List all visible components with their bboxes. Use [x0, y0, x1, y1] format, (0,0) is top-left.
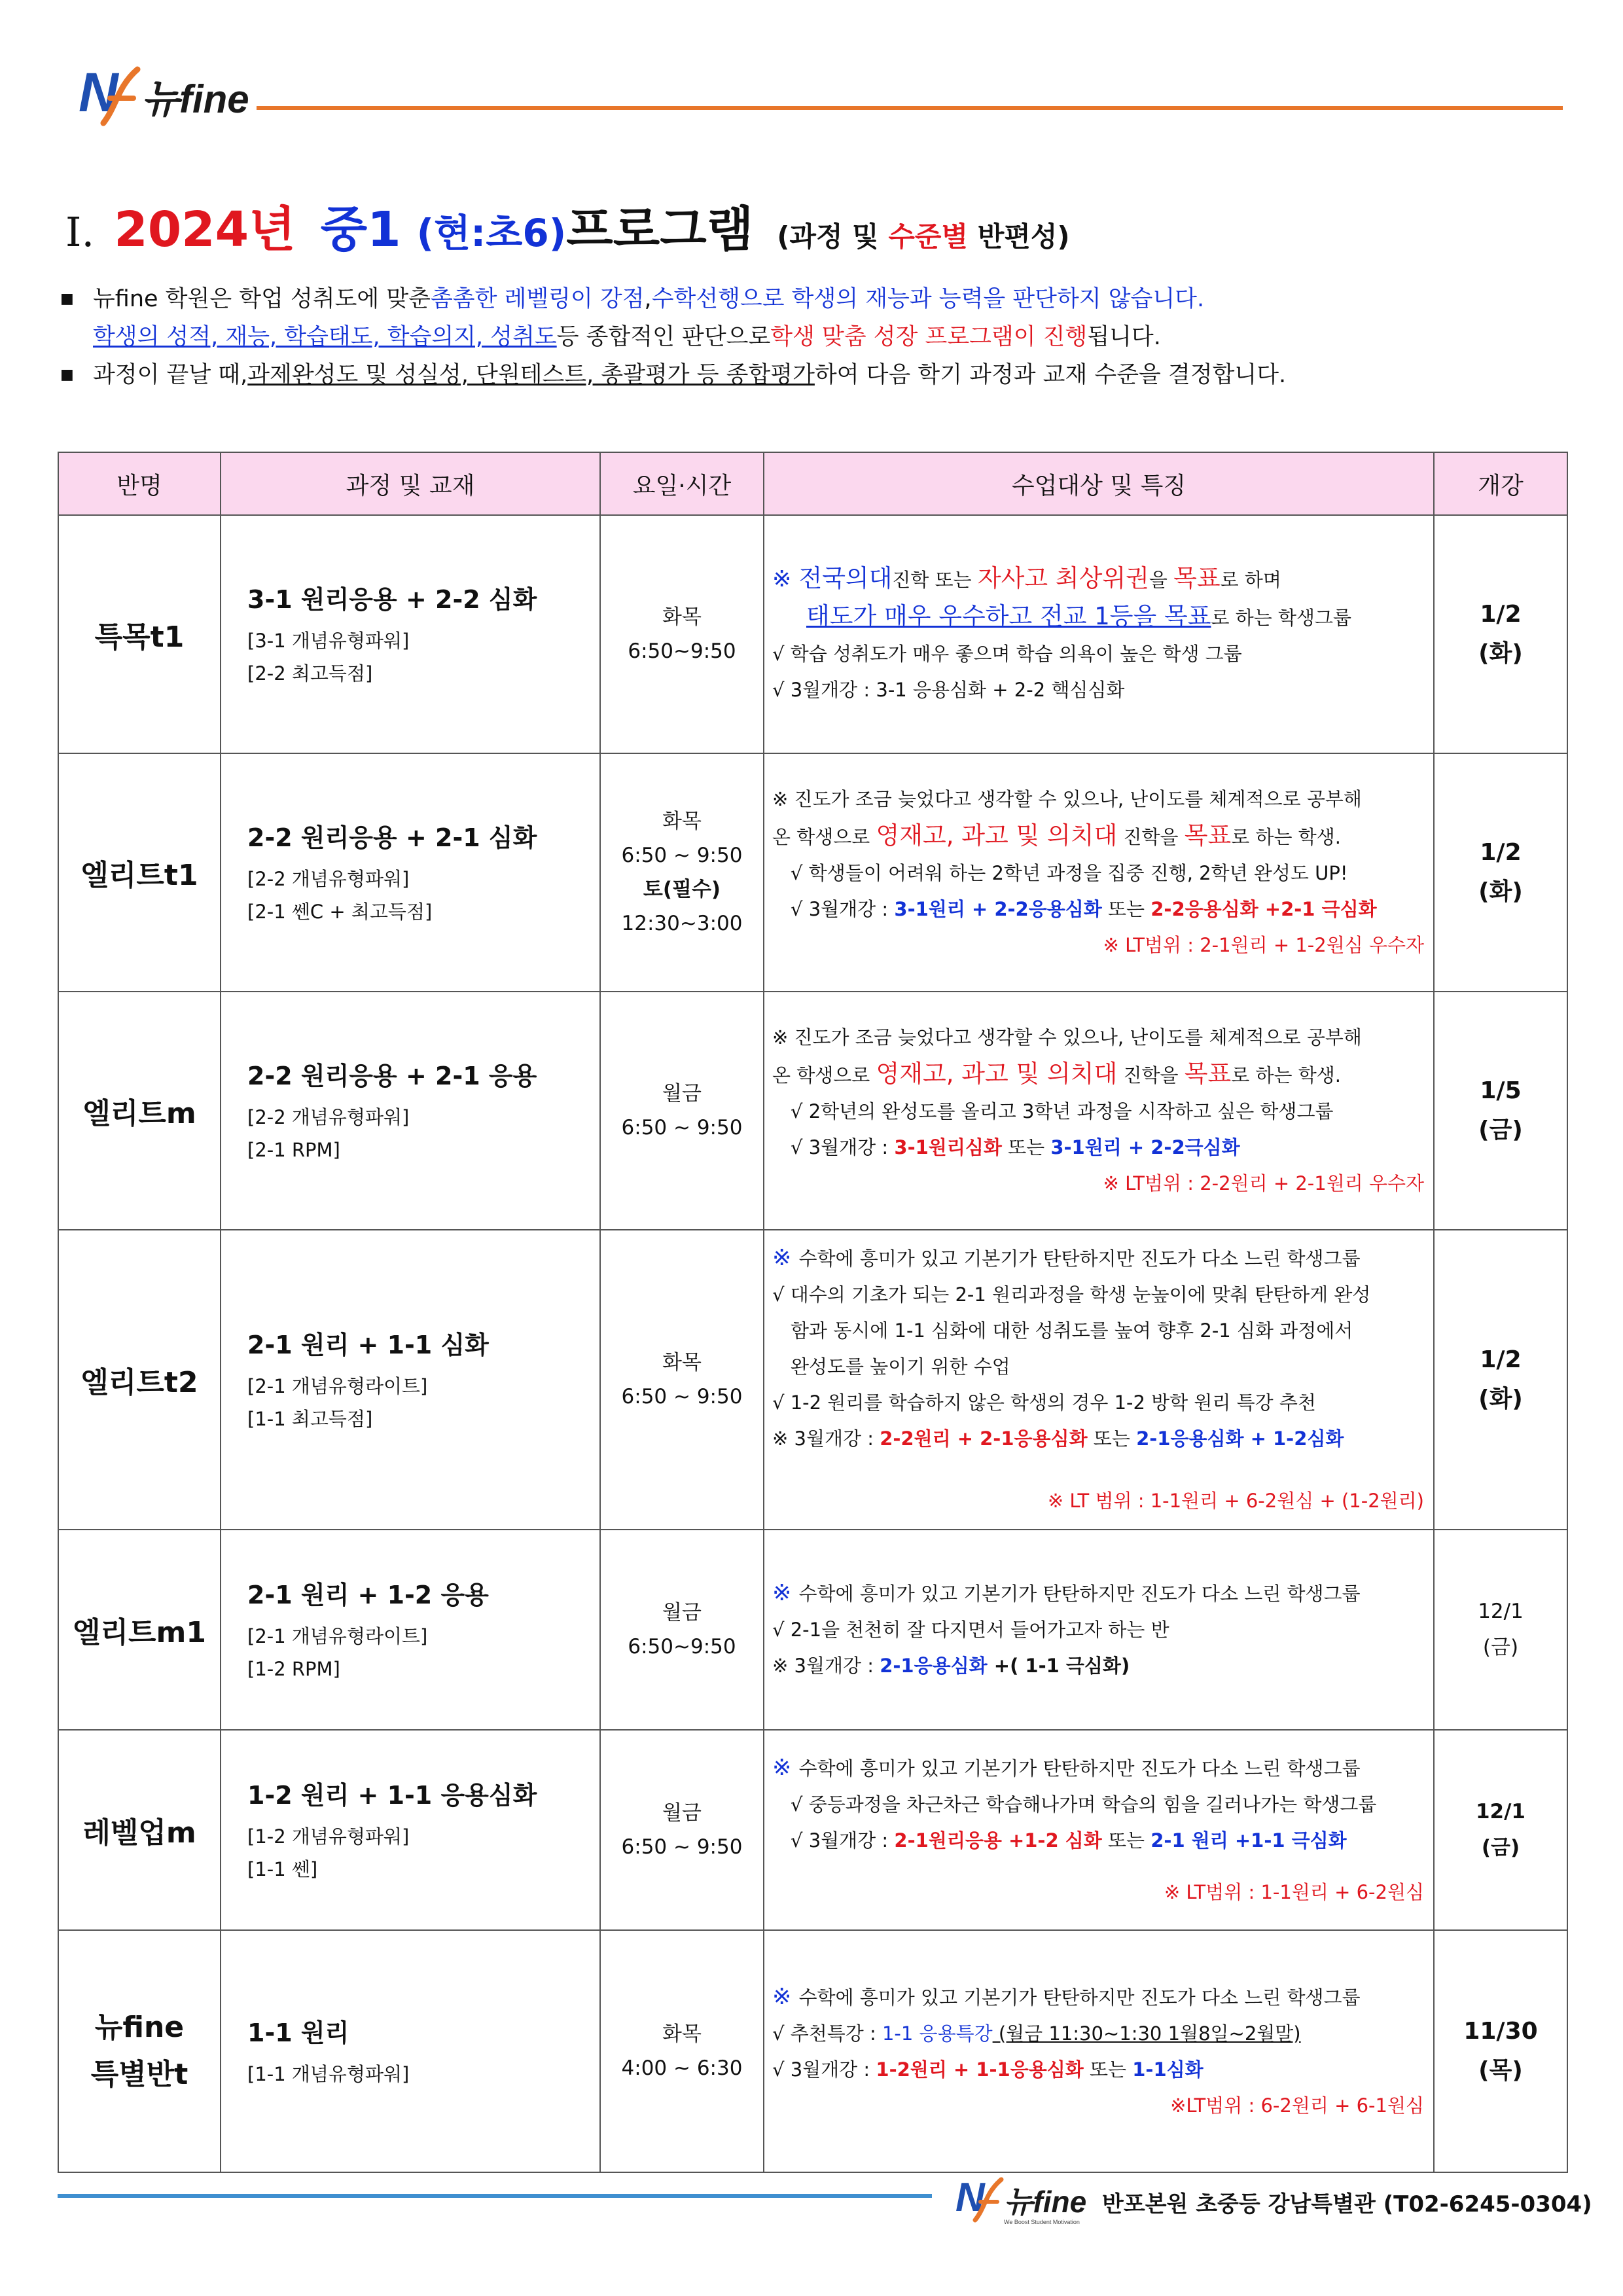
desc-line: √ 3월개강 : 2-1원리응용 +1-2 심화 또는 2-1 원리 +1-1 극심화	[791, 1829, 1347, 1852]
textbook: [1-2 RPM]	[247, 1657, 340, 1680]
class-name: 엘리트t2	[58, 1230, 221, 1530]
title-subtitle: (과정 및 수준별 반편성)	[777, 221, 1070, 253]
textbook: [2-1 개념유형라이트]	[247, 1624, 428, 1647]
start-date-cell: 12/1 (금)	[1434, 1730, 1567, 1930]
square-bullet-icon: ■	[60, 367, 74, 383]
desc-line: ※ LT범위 : 1-1원리 + 6-2원심	[1164, 1880, 1424, 1903]
header-course: 과정 및 교재	[221, 452, 600, 515]
desc-line: √ 3월개강 : 3-1 응용심화 + 2-2 핵심심화	[772, 679, 1125, 701]
textbook: [1-1 쎈]	[247, 1857, 318, 1880]
textbook: [2-1 쎈C + 최고득점]	[247, 900, 433, 923]
desc-line: ※ 전국의대진학 또는 자사고 최상위권을 목표로 하며	[772, 564, 1281, 592]
description-cell	[764, 1530, 1434, 1730]
class-name: 엘리트m	[58, 992, 221, 1230]
table-row	[58, 515, 1567, 753]
intro-line-1: ■ 뉴fine 학원은 학업 성취도에 맞춘 촘촘한 레벨링이 강점 , 수학선행으로 학생의 재능과 능력을 판단하지 않습니다.	[60, 280, 1565, 318]
intro-line-3: ■ 과정이 끝날 때, 과제완성도 및 성실성, 단원테스트, 총괄평가 등 종합평가 하여 다음 학기 과정과 교재 수준을 결정합니다.	[60, 356, 1565, 394]
desc-line: ※ 3월개강 : 2-2원리 + 2-1응용심화 또는 2-1응용심화 + 1-2심화	[772, 1427, 1344, 1450]
table-row	[58, 1530, 1567, 1730]
table-row	[58, 1230, 1567, 1530]
schedule-days: 월금	[662, 1082, 702, 1105]
table-row	[58, 753, 1567, 992]
title-current: (현:초6)	[416, 211, 567, 255]
desc-line: ※ 수학에 흥미가 있고 기본기가 탄탄하지만 진도가 다소 느린 학생그룹	[772, 1983, 1361, 2010]
desc-line: √ 3월개강 : 1-2원리 + 1-1응용심화 또는 1-1심화	[772, 2058, 1204, 2081]
schedule-days-extra: 토(필수)	[643, 878, 721, 901]
header-target: 수업대상 및 특징	[764, 452, 1434, 515]
start-date-cell: 1/2 (화)	[1434, 515, 1567, 753]
desc-line: ※ 수학에 흥미가 있고 기본기가 탄탄하지만 진도가 다소 느린 학생그룹	[772, 1580, 1361, 1606]
intro-notes	[60, 280, 1565, 394]
schedule-hours: 6:50 ~ 9:50	[621, 1385, 743, 1408]
table-row	[58, 1730, 1567, 1930]
description-cell	[764, 1930, 1434, 2172]
course-title: 2-1 원리 + 1-2 응용	[247, 1580, 489, 1609]
class-name: 레벨업m	[58, 1730, 221, 1930]
desc-line: √ 학습 성취도가 매우 좋으며 학습 의욕이 높은 학생 그룹	[772, 643, 1242, 665]
title-year: 2024년	[114, 202, 296, 258]
schedule-cell	[600, 1730, 764, 1930]
textbook: [1-1 개념유형파워]	[247, 2062, 410, 2085]
header-class-name: 반명	[58, 452, 221, 515]
desc-line: ※LT범위 : 6-2원리 + 6-1원심	[1170, 2094, 1424, 2117]
desc-line: √ 3월개강 : 3-1원리 + 2-2응용심화 또는 2-2응용심화 +2-1 극심화	[791, 898, 1377, 920]
description-cell	[764, 753, 1434, 992]
brand-logo	[77, 60, 254, 132]
desc-line: ※ 수학에 흥미가 있고 기본기가 탄탄하지만 진도가 다소 느린 학생그룹	[772, 1245, 1361, 1271]
square-bullet-icon: ■	[60, 291, 74, 307]
schedule-days: 화목	[662, 810, 702, 833]
course-cell	[221, 1530, 600, 1730]
course-cell	[221, 1930, 600, 2172]
textbook: [2-2 최고득점]	[247, 662, 373, 685]
header-divider	[257, 106, 1563, 110]
start-date-cell: 1/2 (화)	[1434, 753, 1567, 992]
course-cell	[221, 1730, 600, 1930]
description-cell	[764, 1230, 1434, 1530]
header-start-date: 개강	[1434, 452, 1567, 515]
table-row	[58, 1930, 1567, 2172]
textbook: [2-2 개념유형파워]	[247, 1105, 410, 1128]
desc-line: ※ 진도가 조금 늦었다고 생각할 수 있으나, 난이도를 체계적으로 공부해	[772, 788, 1362, 810]
schedule-days: 화목	[662, 605, 702, 629]
title-program: 프로그램	[566, 202, 754, 258]
class-name: 엘리트m1	[58, 1530, 221, 1730]
page-title	[65, 191, 1070, 258]
desc-line: √ 1-2 원리를 학습하지 않은 학생의 경우 1-2 방학 원리 특강 추천	[772, 1391, 1316, 1414]
course-cell	[221, 753, 600, 992]
svg-text:N: N	[955, 2175, 985, 2220]
spacer	[772, 1457, 1424, 1483]
schedule-hours: 6:50 ~ 9:50	[621, 1116, 743, 1139]
desc-line: √ 추천특강 : 1-1 응용특강 (월금 11:30~1:30 1월8일~2월말)	[772, 2022, 1301, 2045]
course-title: 2-2 원리응용 + 2-1 심화	[247, 823, 537, 852]
desc-line: ※ 3월개강 : 2-1응용심화 +( 1-1 극심화)	[772, 1655, 1130, 1677]
footer-contact: 반포본원 초중등 강남특별관 (T02-6245-0304)	[1102, 2191, 1592, 2217]
desc-line: 온 학생으로 영재고, 과고 및 의치대 진학을 목표로 하는 학생.	[772, 821, 1341, 850]
schedule-days: 월금	[662, 1801, 702, 1825]
desc-line: ※ 진도가 조금 늦었다고 생각할 수 있으나, 난이도를 체계적으로 공부해	[772, 1026, 1362, 1049]
textbook: [2-1 RPM]	[247, 1138, 340, 1161]
desc-line: ※ LT범위 : 2-1원리 + 1-2원심 우수자	[1103, 934, 1424, 956]
start-date-cell: 1/2 (화)	[1434, 1230, 1567, 1530]
course-cell	[221, 992, 600, 1230]
desc-line: ※ LT 범위 : 1-1원리 + 6-2원심 + (1-2원리)	[1047, 1490, 1424, 1512]
description-cell	[764, 992, 1434, 1230]
desc-line: √ 2학년의 완성도를 올리고 3학년 과정을 시작하고 싶은 학생그룹	[791, 1100, 1334, 1122]
spacer	[772, 1859, 1424, 1874]
course-cell	[221, 515, 600, 753]
table-header-row	[58, 452, 1567, 515]
class-name: 특목t1	[58, 515, 221, 753]
start-date-cell: 12/1 (금)	[1434, 1530, 1567, 1730]
desc-line: 온 학생으로 영재고, 과고 및 의치대 진학을 목표로 하는 학생.	[772, 1060, 1341, 1088]
svg-text:뉴fine: 뉴fine	[141, 77, 249, 121]
start-date-cell: 1/5 (금)	[1434, 992, 1567, 1230]
schedule-cell	[600, 515, 764, 753]
desc-line: √ 대수의 기초가 되는 2-1 원리과정을 학생 눈높이에 맞춰 탄탄하게 완성	[772, 1283, 1371, 1306]
course-title: 1-2 원리 + 1-1 응용심화	[247, 1780, 537, 1810]
course-title: 2-1 원리 + 1-1 심화	[247, 1330, 489, 1359]
header-schedule: 요일·시간	[600, 452, 764, 515]
schedule-hours: 6:50 ~ 9:50	[621, 844, 743, 867]
schedule-days: 월금	[662, 1601, 702, 1624]
intro-line-2: 학생의 성적, 재능, 학습태도, 학습의지, 성취도 등 종합적인 판단으로 학생 맞춤 성장 프로그램이 진행 됩니다.	[93, 324, 1161, 350]
schedule-cell	[600, 1530, 764, 1730]
schedule-hours: 6:50~9:50	[628, 639, 736, 663]
svg-text:뉴fine: 뉴fine	[1004, 2185, 1087, 2219]
textbook: [2-1 개념유형라이트]	[247, 1374, 428, 1397]
desc-line: ※ 수학에 흥미가 있고 기본기가 탄탄하지만 진도가 다소 느린 학생그룹	[772, 1754, 1361, 1781]
textbook: [2-2 개념유형파워]	[247, 867, 410, 890]
course-cell	[221, 1230, 600, 1530]
table-row	[58, 992, 1567, 1230]
schedule-days: 화목	[662, 1351, 702, 1374]
schedule-cell	[600, 753, 764, 992]
schedule-hours: 6:50 ~ 9:50	[621, 1835, 743, 1859]
description-cell	[764, 1730, 1434, 1930]
textbook: [3-1 개념유형파워]	[247, 629, 410, 652]
footer-logo	[955, 2173, 1093, 2227]
svg-text:We Boost Student Motivation: We Boost Student Motivation	[1004, 2219, 1080, 2225]
description-cell	[764, 515, 1434, 753]
class-name: 엘리트t1	[58, 753, 221, 992]
textbook: [1-1 최고득점]	[247, 1407, 373, 1430]
course-title: 2-2 원리응용 + 2-1 응용	[247, 1061, 537, 1090]
desc-line: 함과 동시에 1-1 심화에 대한 성취도를 높여 향후 2-1 심화 과정에서	[791, 1319, 1353, 1342]
desc-line: √ 학생들이 어려워 하는 2학년 과정을 집중 진행, 2학년 완성도 UP!	[791, 862, 1348, 884]
footer-divider	[58, 2194, 932, 2198]
schedule-hours: 6:50~9:50	[628, 1635, 736, 1659]
svg-text:N: N	[79, 62, 118, 123]
desc-line: 태도가 매우 우수하고 전교 1등을 목표로 하는 학생그룹	[806, 602, 1352, 630]
title-grade: 중1	[320, 202, 401, 258]
start-date-cell: 11/30 (목)	[1434, 1930, 1567, 2172]
schedule-cell	[600, 1230, 764, 1530]
schedule-days: 화목	[662, 2022, 702, 2046]
class-name: 뉴fine 특별반t	[58, 1930, 221, 2172]
title-roman: Ⅰ.	[65, 208, 95, 256]
desc-line: 완성도를 높이기 위한 수업	[791, 1355, 1010, 1378]
textbook: [1-2 개념유형파워]	[247, 1825, 410, 1848]
desc-line: √ 중등과정을 차근차근 학습해나가며 학습의 힘을 길러나가는 학생그룹	[791, 1793, 1377, 1816]
desc-line: ※ LT범위 : 2-2원리 + 2-1원리 우수자	[1103, 1172, 1424, 1194]
program-table	[58, 452, 1568, 2173]
course-title: 1-1 원리	[247, 2018, 349, 2047]
schedule-cell	[600, 1930, 764, 2172]
desc-line: √ 3월개강 : 3-1원리심화 또는 3-1원리 + 2-2극심화	[791, 1136, 1240, 1158]
schedule-hours: 4:00 ~ 6:30	[621, 2056, 743, 2080]
course-title: 3-1 원리응용 + 2-2 심화	[247, 584, 537, 614]
schedule-cell	[600, 992, 764, 1230]
schedule-hours-extra: 12:30~3:00	[621, 912, 743, 935]
desc-line: √ 2-1을 천천히 잘 다지면서 들어가고자 하는 반	[772, 1619, 1169, 1641]
